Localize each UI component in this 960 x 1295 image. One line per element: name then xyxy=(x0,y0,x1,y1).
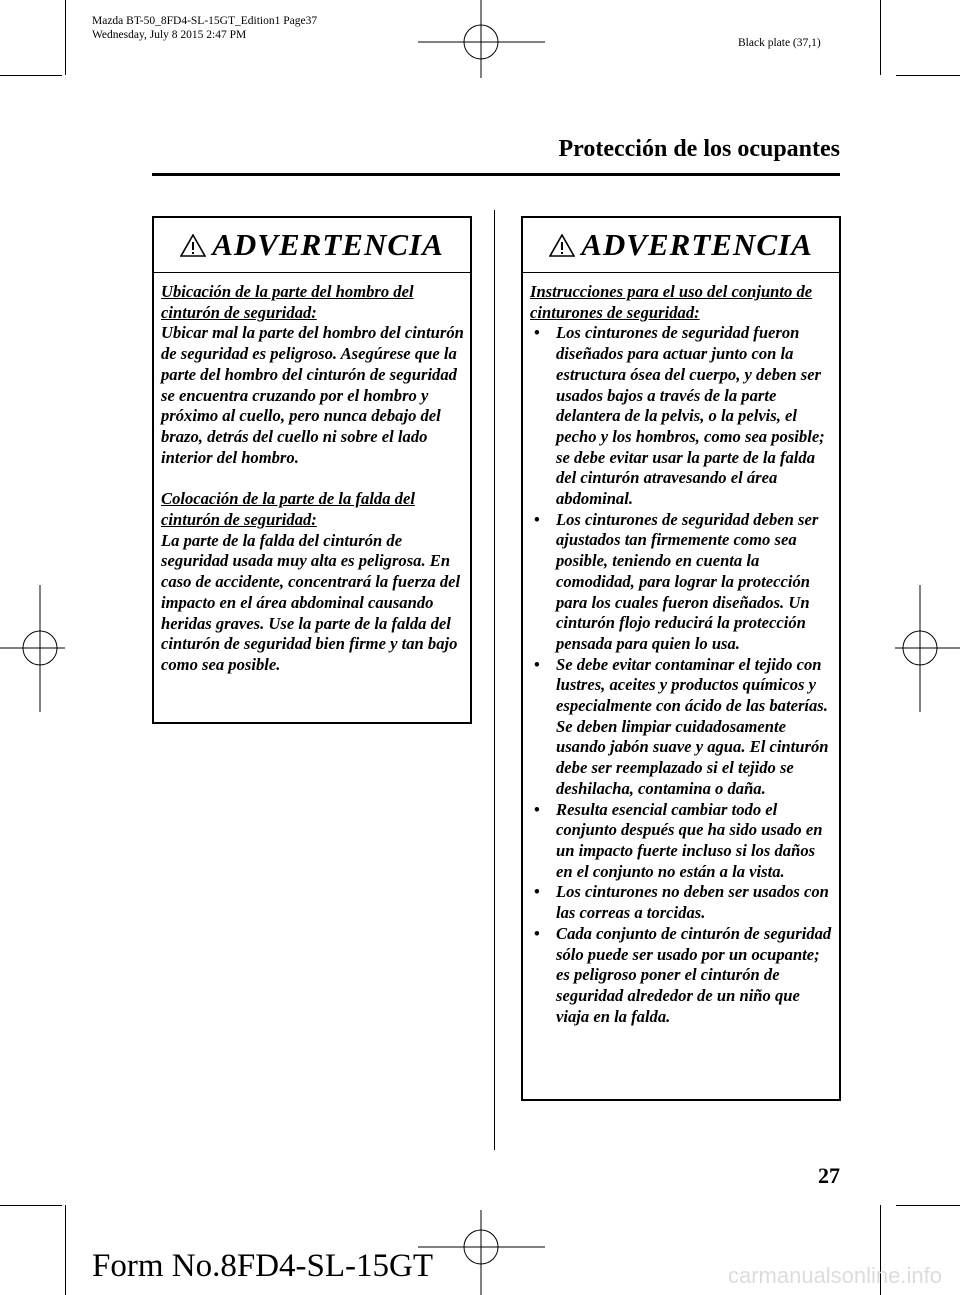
left-warning-box xyxy=(152,216,472,724)
warning-text: Ubicar mal la parte del hombro del cinturón de seguridad es peligroso. Asegúrese que la parte del hombro del cinturón de seguridad se encuentra cruzando por el hombro y próximo al cuello, pero nunca debajo del brazo, detrás del cuello ni sobre el lado interior del hombro. xyxy=(161,323,464,467)
warning-subheading: Instrucciones para el uso del conjunto de cinturones de seguridad: xyxy=(530,282,813,322)
site-watermark: carmanualsonline.info xyxy=(727,1263,942,1288)
page-number: 27 xyxy=(818,1163,840,1188)
warning-title: ADVERTENCIA xyxy=(212,227,444,262)
warning-body xyxy=(161,282,466,676)
list-item: • Los cinturones de seguridad fueron diseñados para actuar junto con la estructura ósea del cuerpo, y deben ser usados bajos a través de la parte delantera de la pelvis, o la pelvis, el pecho y los hombros, como sea posible; se debe evitar usar la parte de la falda del cinturón atravesando el área abdominal. xyxy=(530,323,835,509)
warning-header xyxy=(154,218,470,273)
warning-text: La parte de la falda del cinturón de seguridad usada muy alta es peligrosa. En caso de accidente, concentrará la fuerza del impacto en el área abdominal causando heridas graves. Use la parte de la falda del cinturón de seguridad bien firme y tan bajo como sea posible. xyxy=(161,530,461,674)
list-item: • Resulta esencial cambiar todo el conjunto después que ha sido usado en un impacto fuerte incluso si los daños en el conjunto no están a la vista. xyxy=(530,800,835,883)
warning-body xyxy=(530,282,835,1027)
right-warning-box xyxy=(521,216,841,1101)
warning-subheading: Colocación de la parte de la falda del cinturón de seguridad: xyxy=(161,489,415,530)
warning-list xyxy=(530,323,835,1027)
list-item: • Los cinturones no deben ser usados con las correas a torcidas. xyxy=(530,882,835,923)
warning-title: ADVERTENCIA xyxy=(581,227,813,262)
list-item: • Cada conjunto de cinturón de seguridad sólo puede ser usado por un ocupante; es peligroso poner el cinturón de seguridad alrededor de un niño que viaja en la falda. xyxy=(530,924,835,1028)
section-title: Protección de los ocupantes xyxy=(558,136,840,162)
plate-label: Black plate (37,1) xyxy=(738,37,821,49)
warning-subheading: Ubicación de la parte del hombro del cinturón de seguridad: xyxy=(161,282,414,322)
list-item: • Los cinturones de seguridad deben ser ajustados tan firmemente como sea posible, teniendo en cuenta la comodidad, para lograr la protección para los cuales fueron diseñados. Un cinturón flojo reducirá la protección pensada para quien lo usa. xyxy=(530,510,835,655)
form-number: Form No.8FD4-SL-15GT xyxy=(92,1248,434,1284)
list-item: • Se debe evitar contaminar el tejido con lustres, aceites y productos químicos y especialmente con ácido de las baterías. Se deben limpiar cuidadosamente usando jabón suave y agua. El cinturón debe ser reemplazado si el tejido se deshilacha, contamina o daña. xyxy=(530,655,835,800)
file-info: Mazda BT-50_8FD4-SL-15GT_Edition1 Page37 Wednesday, July 8 2015 2:47 PM xyxy=(92,15,318,41)
header-rule xyxy=(152,173,840,176)
warning-header xyxy=(523,218,839,273)
warning-triangle-icon xyxy=(180,234,206,257)
warning-triangle-icon xyxy=(549,234,575,257)
